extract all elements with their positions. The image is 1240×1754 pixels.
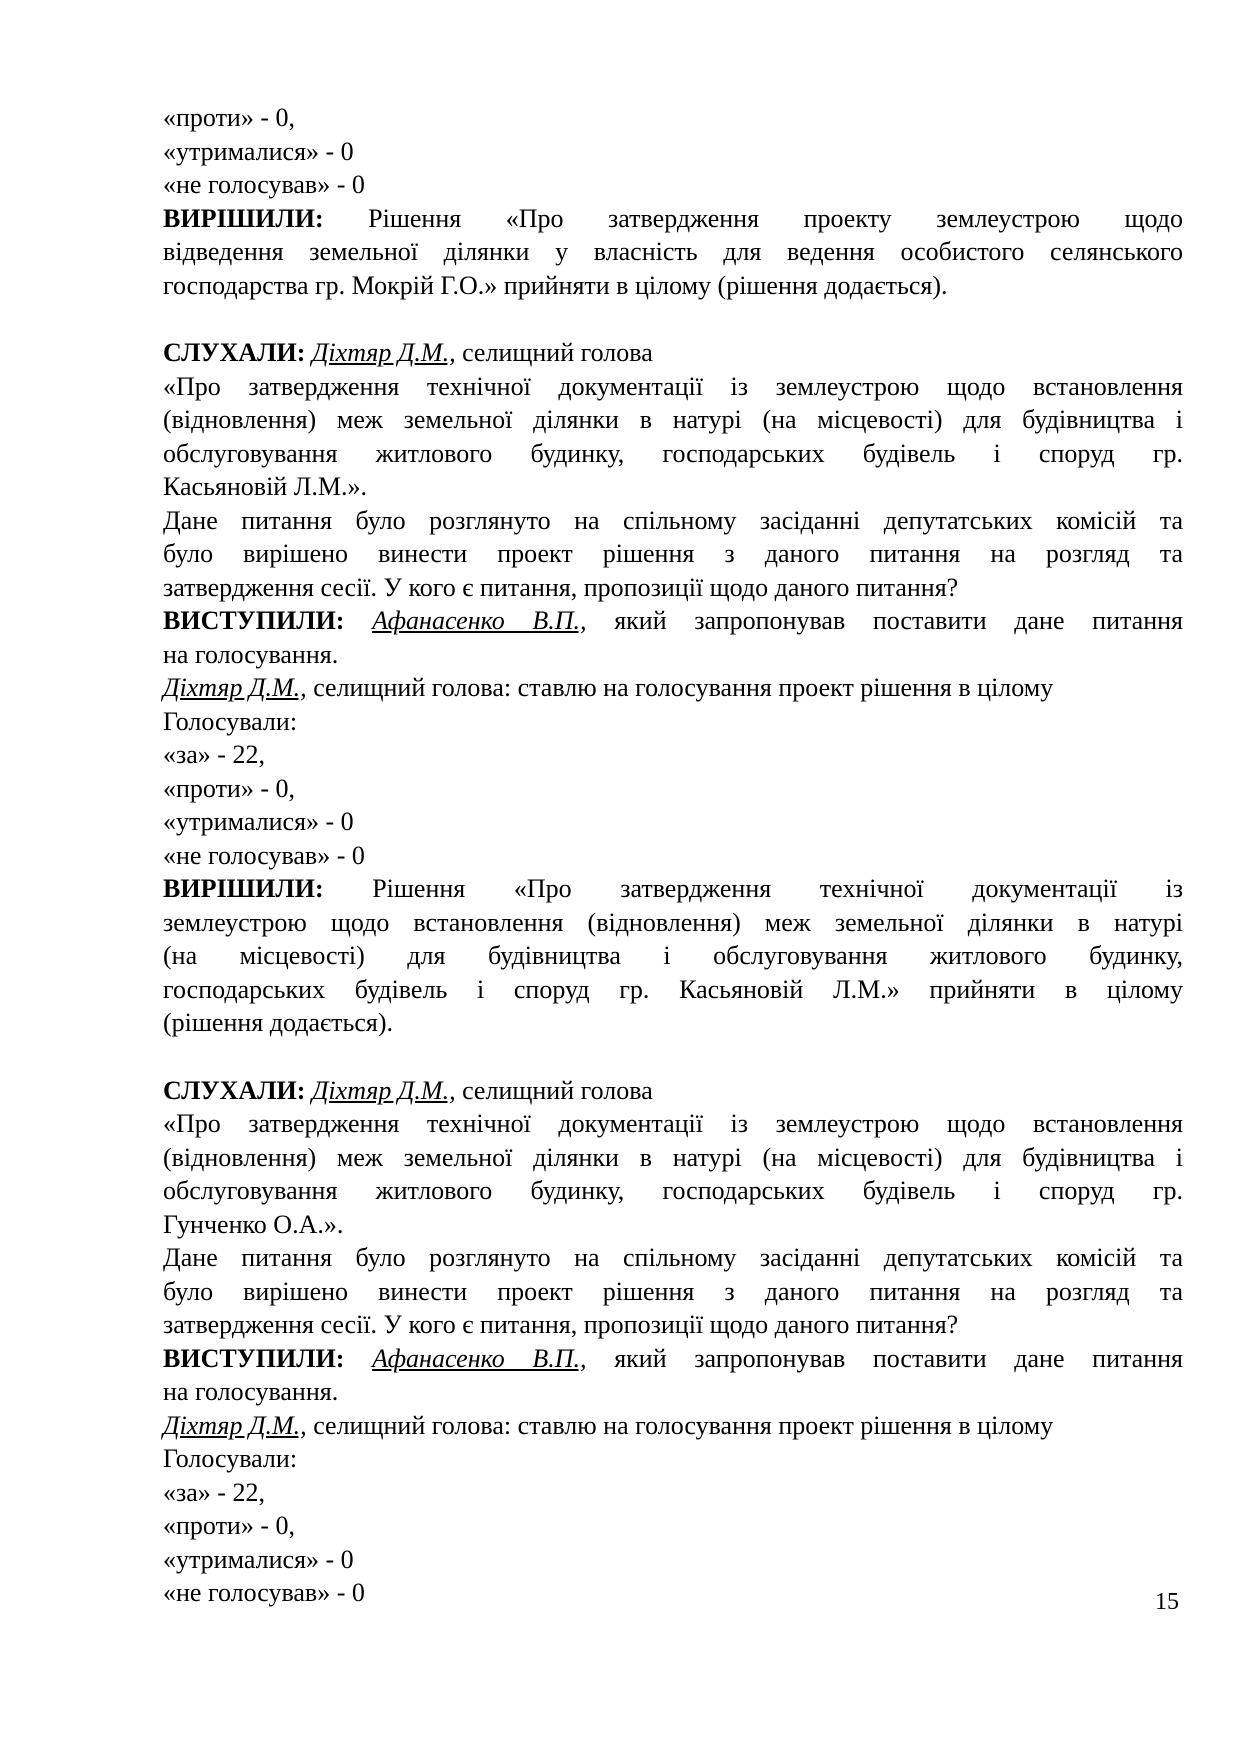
decision-line: господарства гр. Мокрій Г.О.» прийняти в цілому (рішення додається).	[163, 270, 948, 300]
vote-for: «за» - 22,	[163, 1477, 265, 1507]
decided-label: ВИРІШИЛИ:	[163, 874, 324, 903]
vote-against: «проти» - 0,	[163, 773, 296, 803]
decision-line: відведення земельної ділянки у власність для ведення особистого селянського	[163, 237, 1183, 266]
description-line: затвердження сесії. У кого є питання, пропозиції щодо даного питання?	[163, 1310, 959, 1339]
speaker-name: Діхтяр Д.М.,	[311, 338, 456, 367]
heard-label: СЛУХАЛИ:	[163, 1075, 306, 1105]
heard-line	[163, 1074, 1183, 1108]
spoke-text: який запропонував поставити дане питання	[586, 1343, 1183, 1373]
agenda-title-line: Касьяновій Л.М.».	[163, 472, 367, 501]
description-line: Дане питання було розглянуто на спільному засіданні депутатських комісій та	[163, 1243, 1183, 1272]
spoke-line: на голосування.	[163, 1377, 339, 1406]
document-body	[163, 101, 1183, 1610]
decision-line	[163, 202, 1183, 236]
agenda-title-line: (відновлення) меж земельної ділянки в натурі (на місцевості) для будівництва і	[163, 405, 1183, 434]
vote-not-voted: «не голосував» - 0	[163, 840, 365, 870]
spoke-line	[163, 604, 1183, 638]
speaker-role: селищний голова	[455, 1075, 653, 1105]
decision-text: Рішення «Про затвердження проекту землеустрою щодо	[368, 203, 1183, 233]
spoke-label: ВИСТУПИЛИ:	[163, 1343, 345, 1373]
speaker-name: Діхтяр Д.М.,	[163, 673, 307, 702]
voted-label: Голосували:	[163, 706, 298, 736]
description-line: було вирішено винести проект рішення з даного питання на розгляд та	[163, 539, 1183, 568]
decided-label: ВИРІШИЛИ:	[163, 203, 324, 233]
page-number: 15	[1155, 1589, 1179, 1615]
agenda-title-line: «Про затвердження технічної документації із землеустрою щодо встановлення	[163, 371, 1183, 401]
agenda-title-line: «Про затвердження технічної документації із землеустрою щодо встановлення	[163, 1109, 1183, 1138]
heard-line	[163, 336, 1183, 370]
voted-label: Голосували:	[163, 1444, 298, 1473]
vote-abstained: «утрималися» - 0	[163, 1544, 354, 1574]
vote-not-voted: «не голосував» - 0	[163, 170, 365, 199]
speaker-name: Діхтяр Д.М.,	[163, 1410, 307, 1440]
vote-against: «проти» - 0,	[163, 1511, 296, 1540]
decision-line: землеустрою щодо встановлення (відновлення) меж земельної ділянки в натурі	[163, 907, 1183, 937]
spoke-line: на голосування.	[163, 639, 339, 669]
decision-line	[163, 872, 1183, 906]
agenda-title-line: (відновлення) меж земельної ділянки в натурі (на місцевості) для будівництва і	[163, 1142, 1183, 1172]
agenda-title-line: обслуговування житлового будинку, господарських будівель і споруд гр.	[163, 438, 1183, 468]
vote-for: «за» - 22,	[163, 740, 265, 769]
spoke-text: який запропонував поставити дане питання	[586, 606, 1183, 635]
speaker-name: Афанасенко В.П.,	[372, 606, 587, 635]
decision-line: господарських будівель і споруд гр. Касьяновій Л.М.» прийняти в цілому	[163, 974, 1183, 1004]
vote-against: «проти» - 0,	[163, 103, 296, 132]
speaker-name: Діхтяр Д.М.,	[311, 1075, 456, 1105]
agenda-title-line: Гунченко О.А.».	[163, 1209, 344, 1239]
head-line	[163, 1409, 1183, 1443]
head-text: селищний голова: ставлю на голосування проект рішення в цілому	[306, 673, 1054, 702]
vote-abstained: «утрималися» - 0	[163, 136, 354, 166]
description-line: Дане питання було розглянуто на спільному засіданні депутатських комісій та	[163, 505, 1183, 535]
head-line	[163, 671, 1183, 705]
decision-line: (на місцевості) для будівництва і обслуговування житлового будинку,	[163, 941, 1183, 970]
description-line: було вирішено винести проект рішення з даного питання на розгляд та	[163, 1276, 1183, 1306]
decision-line: (рішення додається).	[163, 1008, 394, 1037]
agenda-title-line: обслуговування житлового будинку, господарських будівель і споруд гр.	[163, 1176, 1183, 1205]
speaker-role: селищний голова	[455, 338, 653, 367]
heard-label: СЛУХАЛИ:	[163, 338, 306, 367]
description-line: затвердження сесії. У кого є питання, пропозиції щодо даного питання?	[163, 572, 959, 602]
spoke-label: ВИСТУПИЛИ:	[163, 606, 345, 635]
head-text: селищний голова: ставлю на голосування проект рішення в цілому	[306, 1410, 1054, 1440]
speaker-name: Афанасенко В.П.,	[372, 1343, 587, 1373]
vote-not-voted: «не голосував» - 0	[163, 1578, 365, 1607]
spoke-line	[163, 1342, 1183, 1376]
decision-text: Рішення «Про затвердження технічної документації із	[372, 874, 1183, 903]
vote-abstained: «утрималися» - 0	[163, 807, 354, 836]
